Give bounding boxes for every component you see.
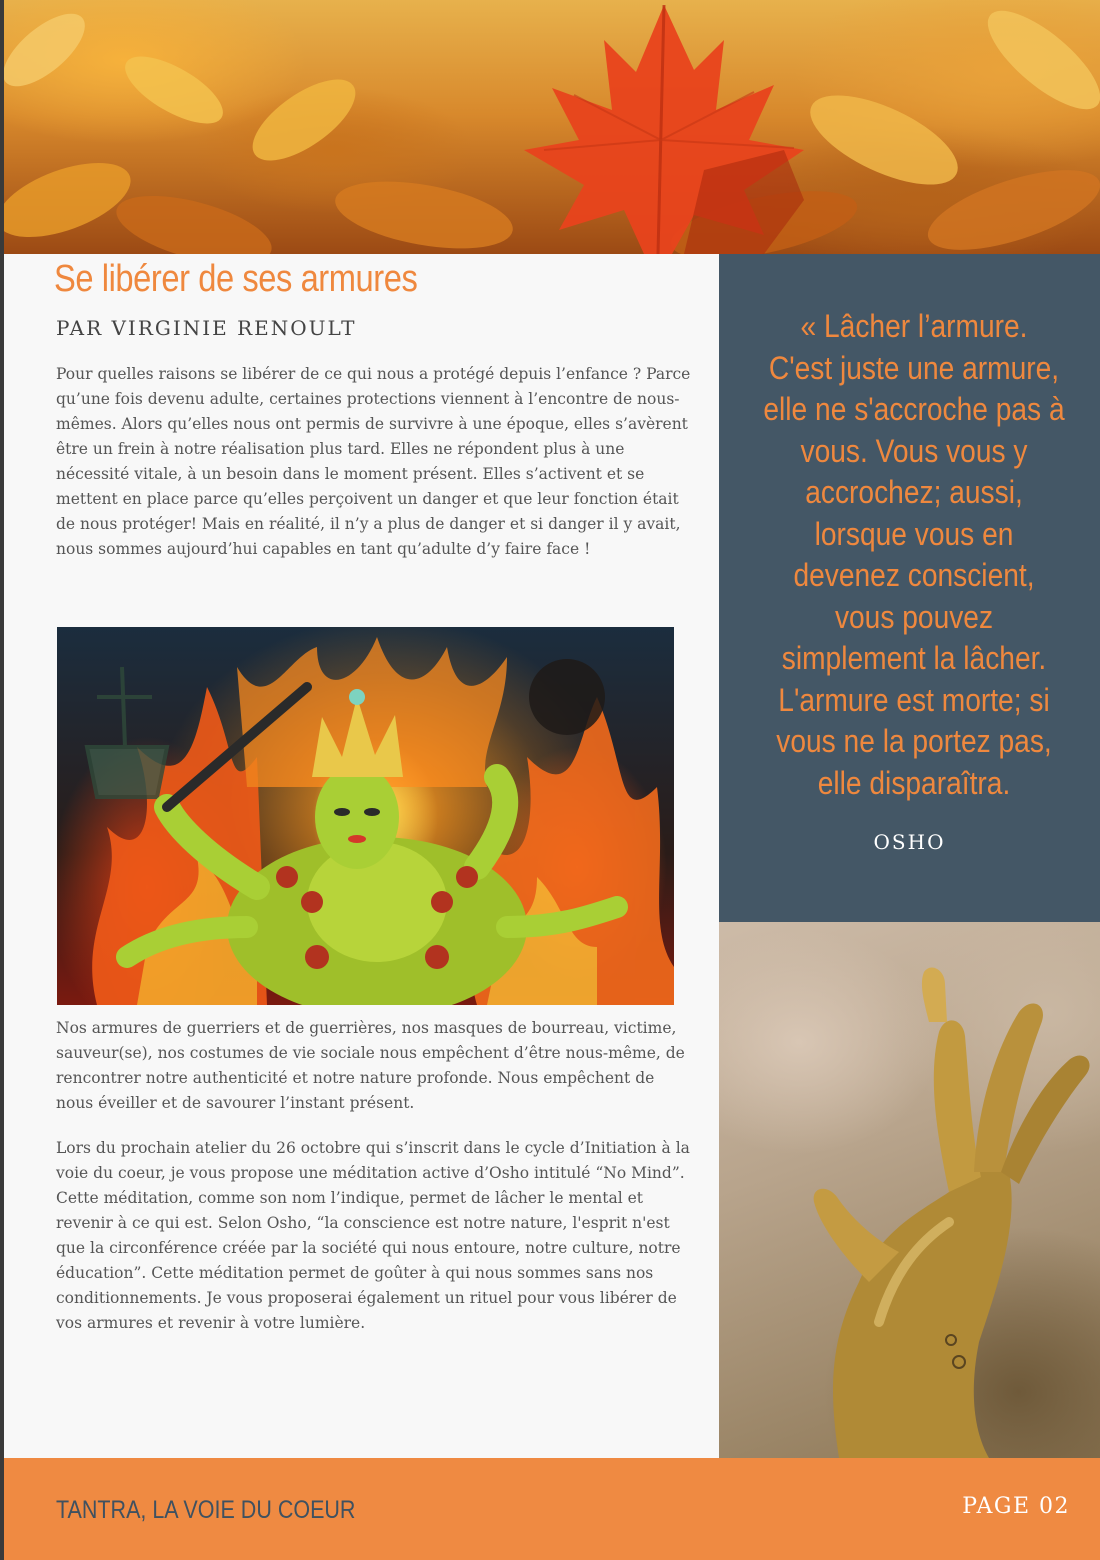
article-paragraph-3: Lors du prochain atelier du 26 octobre qui s’inscrit dans le cycle d’Initiation à la voie du coeur, je vous propose une méditation active d’Osho intitulé “No Mind”. Cette méditation, comme son nom l’indique, permet de lâcher le mental et revenir à ce qui est. Selon Osho, “la conscience est notre nature, l'esprit n'est que la circonférence créée par la société qui nous entoure, notre culture, notre éducation”. Cette méditation permet de goûter à qui nous sommes sans nos conditionnements. Je vous proposerai également un rituel pour vous libérer de vos armures et revenir à votre lumière. (56, 1139, 690, 1332)
goddess-painting-image (57, 627, 674, 1005)
page-number: PAGE 02 (962, 1494, 1070, 1519)
quote-panel (719, 254, 1100, 922)
newsletter-page (4, 0, 1100, 1560)
quote-author: OSHO (873, 830, 946, 854)
autumn-leaves-banner-image (4, 0, 1100, 254)
buddha-hand-statue-image (719, 922, 1100, 1458)
page-footer (4, 1458, 1100, 1560)
article-paragraph-1: Pour quelles raisons se libérer de ce qui nous a protégé depuis l’enfance ? Parce qu’une fois devenu adulte, certaines protections viennent à l’encontre de nous-mêmes. Alors qu’elles nous ont permis de survivre à une époque, elles s’avèrent être un frein à notre réalisation plus tard. Elles ne répondent plus à une nécessité vitale, à un besoin dans le moment présent. Elles s’activent et se mettent en place parce qu’elles perçoivent un danger et que leur fonction était de nous protéger! Mais en réalité, il n’y a plus de danger et si danger il y avait, nous sommes aujourd’hui capables en tant qu’adulte d’y faire face ! (56, 365, 691, 558)
publication-title: TANTRA, LA VOIE DU COEUR (56, 1496, 356, 1524)
article-paragraph-2: Nos armures de guerriers et de guerrières, nos masques de bourreau, victime, sauveur(se), nos costumes de vie sociale nous empêchent d’être nous-même, de rencontrer notre authenticité et notre nature profonde. Nous empêchent de nous éveiller et de savourer l’instant présent. (56, 1019, 685, 1112)
article-title: Se libérer de ses armures (54, 258, 418, 300)
article-byline: PAR VIRGINIE RENOULT (56, 316, 357, 340)
osho-quote: « Lâcher l’armure. C'est juste une armure, elle ne s'accroche pas à vous. Vous vous y accrochez; aussi, lorsque vous en devenez conscient, vous pouvez simplement la lâcher. L'armure est morte; si vous ne la portez pas, elle disparaîtra. (763, 308, 1065, 801)
